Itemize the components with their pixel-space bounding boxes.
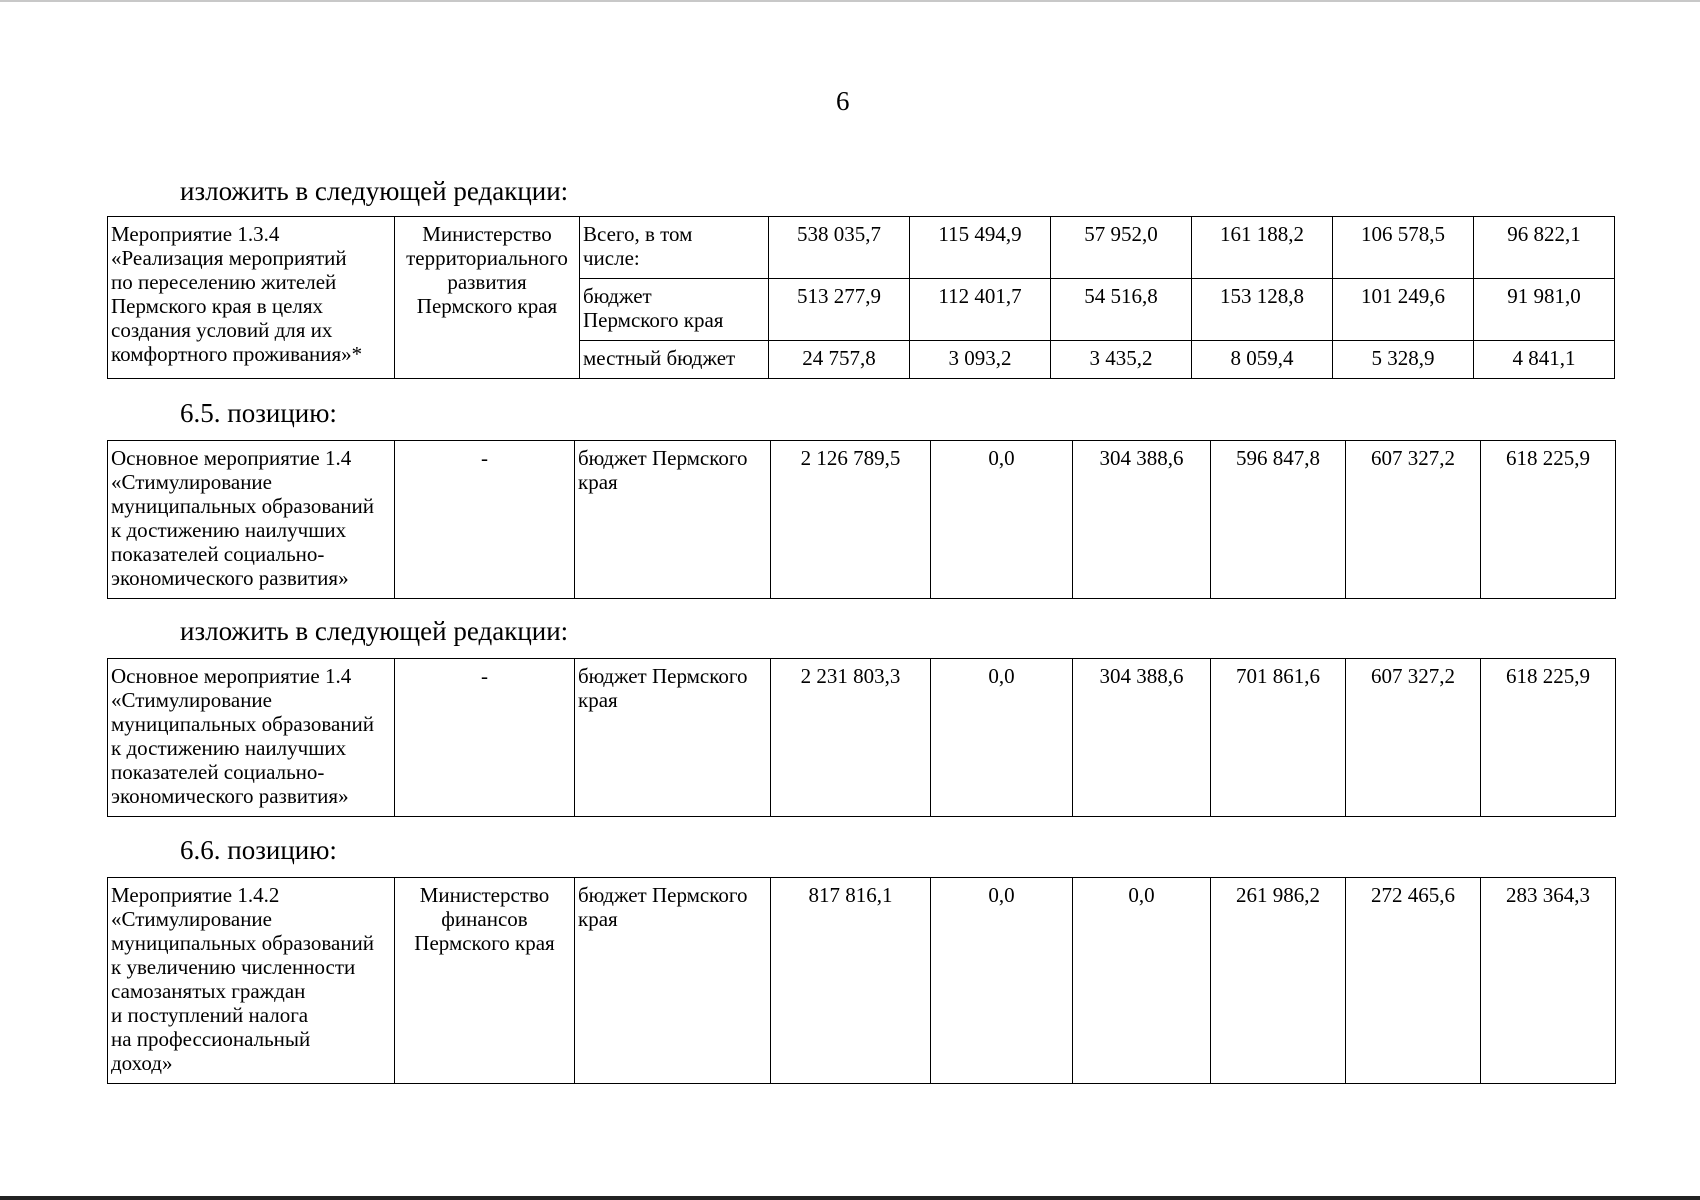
value-cell: 0,0 <box>931 441 1073 599</box>
measure-name-cell: Основное мероприятие 1.4 «Стимулирование муниципальных образований к достижению наилучших показателей социально- экономического развития» <box>108 441 395 599</box>
value-cell: 24 757,8 <box>769 341 910 379</box>
value-cell: 3 435,2 <box>1051 341 1192 379</box>
funding-source-cell: бюджет Пермского края <box>580 279 769 341</box>
value-cell: 8 059,4 <box>1192 341 1333 379</box>
value-cell: 272 465,6 <box>1346 878 1481 1084</box>
measure-name-cell: Мероприятие 1.4.2 «Стимулирование муниципальных образований к увеличению численности самозанятых граждан и поступлений налога на профессиональный доход» <box>108 878 395 1084</box>
value-cell: 2 231 803,3 <box>771 659 931 817</box>
value-cell: 4 841,1 <box>1474 341 1615 379</box>
value-cell: 91 981,0 <box>1474 279 1615 341</box>
funding-source-cell: бюджет Пермского края <box>575 659 771 817</box>
value-cell: 0,0 <box>1073 878 1211 1084</box>
value-cell: 618 225,9 <box>1481 441 1616 599</box>
value-cell: 54 516,8 <box>1051 279 1192 341</box>
page-number: 6 <box>836 86 850 116</box>
value-cell: 96 822,1 <box>1474 217 1615 279</box>
responsible-cell: Министерство территориального развития Пермского края <box>395 217 580 379</box>
value-cell: 161 188,2 <box>1192 217 1333 279</box>
value-cell: 5 328,9 <box>1333 341 1474 379</box>
value-cell: 57 952,0 <box>1051 217 1192 279</box>
value-cell: 304 388,6 <box>1073 659 1211 817</box>
funding-source-cell: Всего, в том числе: <box>580 217 769 279</box>
funding-source-cell: бюджет Пермского края <box>575 878 771 1084</box>
value-cell: 538 035,7 <box>769 217 910 279</box>
responsible-cell: - <box>395 659 575 817</box>
value-cell: 513 277,9 <box>769 279 910 341</box>
table-row <box>108 659 1616 817</box>
funding-source-cell: местный бюджет <box>580 341 769 379</box>
table-row <box>108 878 1616 1084</box>
value-cell: 618 225,9 <box>1481 659 1616 817</box>
value-cell: 0,0 <box>931 659 1073 817</box>
value-cell: 115 494,9 <box>910 217 1051 279</box>
value-cell: 607 327,2 <box>1346 441 1481 599</box>
section-table-2 <box>107 440 1616 599</box>
value-cell: 596 847,8 <box>1211 441 1346 599</box>
value-cell: 701 861,6 <box>1211 659 1346 817</box>
table-row <box>108 441 1616 599</box>
scan-edge-bottom <box>0 1196 1700 1200</box>
responsible-cell: Министерство финансов Пермского края <box>395 878 575 1084</box>
section-heading: 6.6. позицию: <box>180 835 337 865</box>
section-heading: изложить в следующей редакции: <box>180 616 569 646</box>
responsible-cell: - <box>395 441 575 599</box>
value-cell: 0,0 <box>931 878 1073 1084</box>
value-cell: 283 364,3 <box>1481 878 1616 1084</box>
section-table-3 <box>107 658 1616 817</box>
scan-edge-top <box>0 0 1700 2</box>
value-cell: 101 249,6 <box>1333 279 1474 341</box>
section-heading: изложить в следующей редакции: <box>180 176 569 206</box>
value-cell: 2 126 789,5 <box>771 441 931 599</box>
value-cell: 112 401,7 <box>910 279 1051 341</box>
value-cell: 304 388,6 <box>1073 441 1211 599</box>
measure-name-cell: Основное мероприятие 1.4 «Стимулирование муниципальных образований к достижению наилучших показателей социально- экономического развития» <box>108 659 395 817</box>
section-table-1 <box>107 216 1615 379</box>
value-cell: 106 578,5 <box>1333 217 1474 279</box>
value-cell: 3 093,2 <box>910 341 1051 379</box>
table-row <box>108 217 1615 279</box>
value-cell: 817 816,1 <box>771 878 931 1084</box>
value-cell: 607 327,2 <box>1346 659 1481 817</box>
measure-name-cell: Мероприятие 1.3.4 «Реализация мероприятий по переселению жителей Пермского края в целях создания условий для их комфортного проживания»* <box>108 217 395 379</box>
value-cell: 261 986,2 <box>1211 878 1346 1084</box>
value-cell: 153 128,8 <box>1192 279 1333 341</box>
funding-source-cell: бюджет Пермского края <box>575 441 771 599</box>
section-table-4 <box>107 877 1616 1084</box>
section-heading: 6.5. позицию: <box>180 398 337 428</box>
